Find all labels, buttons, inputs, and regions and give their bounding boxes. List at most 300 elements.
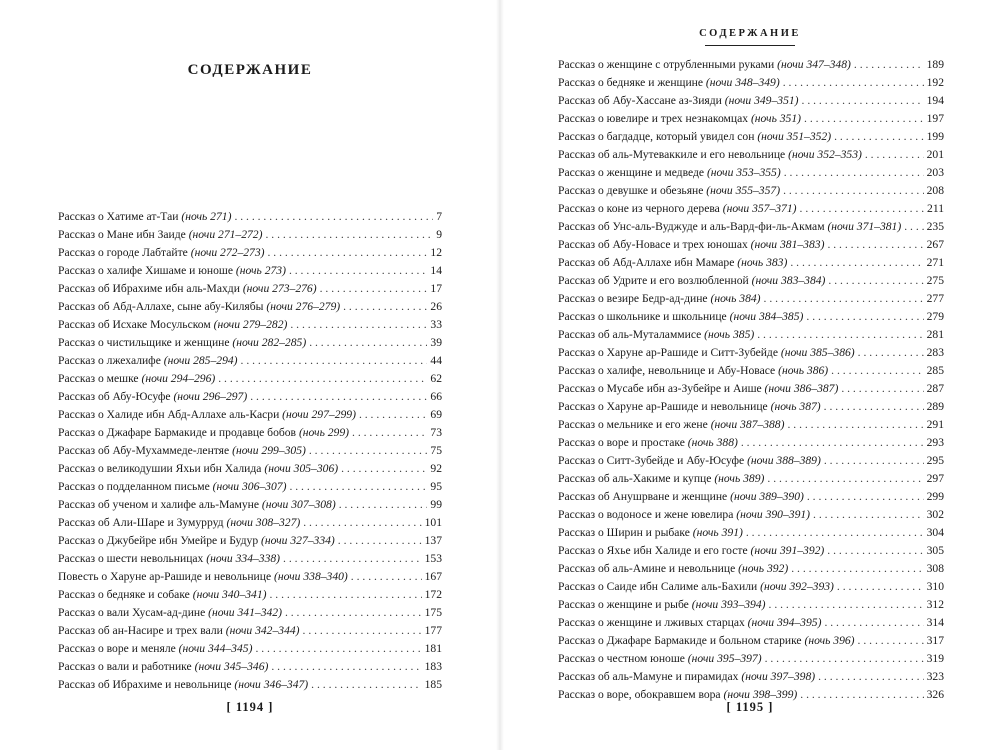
entry-title-text: Рассказ о женщине и лживых старцах [558, 616, 748, 629]
entry-title [58, 262, 286, 280]
entry-page-number: 172 [424, 588, 442, 601]
entry-title [58, 244, 265, 262]
entry-page-number: 181 [424, 642, 442, 655]
entry-title [558, 506, 810, 524]
entry-nights: (ночи 387–388) [710, 418, 785, 431]
entry-page-number: 7 [436, 210, 442, 223]
dot-leader [834, 128, 924, 146]
entry-page-number: 299 [926, 490, 944, 503]
entry-title [58, 460, 338, 478]
entry-page-number: 189 [926, 58, 944, 71]
entry-title-text: Рассказ об Анушрване и женщине [558, 490, 731, 503]
toc-entry [558, 452, 944, 470]
dot-leader [303, 514, 421, 532]
entry-title-text: Рассказ о шести невольницах [58, 552, 207, 565]
entry-title-text: Рассказ о воре, обокравшем вора [558, 688, 724, 701]
entry-title [558, 614, 821, 632]
entry-title [558, 254, 787, 272]
entry-page-number: 297 [926, 472, 944, 485]
entry-nights: (ночь 386) [778, 364, 829, 377]
entry-nights: (ночи 347–348) [777, 58, 851, 71]
entry-nights: (ночь 389) [714, 472, 765, 485]
entry-nights: (ночи 386–387) [764, 382, 839, 395]
entry-title-text: Рассказ об Ибрахиме ибн аль-Махди [58, 282, 243, 295]
toc-entry [558, 416, 944, 434]
entry-title-text: Рассказ о подделанном письме [58, 480, 213, 493]
entry-title [558, 578, 834, 596]
entry-title-text: Рассказ об Удрите и его возлюбленной [558, 274, 752, 287]
entry-nights: (ночи 388–389) [747, 454, 821, 467]
dot-leader [741, 434, 924, 452]
toc-entry [58, 604, 442, 622]
entry-title-text: Рассказ о Джафаре Бармакиде и продавце бобов [58, 426, 299, 439]
entry-page-number: 308 [926, 562, 944, 575]
dot-leader [904, 218, 923, 236]
entry-title [558, 74, 780, 92]
entry-nights: (ночи 272–273) [190, 246, 265, 259]
dot-leader [255, 640, 421, 658]
dot-leader [289, 478, 427, 496]
right-page [500, 0, 1000, 750]
dot-leader [800, 200, 925, 218]
dot-leader [784, 164, 924, 182]
page-number-right: [ 1195 ] [726, 700, 774, 714]
toc-entry [58, 532, 442, 550]
toc-entry [558, 56, 944, 74]
entry-title [558, 182, 780, 200]
entry-nights: (ночи 297–299) [282, 408, 356, 421]
entry-nights: (ночи 353–355) [706, 166, 781, 179]
entry-title-text: Рассказ об ученом и халифе аль-Мамуне [58, 498, 262, 511]
entry-page-number: 95 [430, 480, 442, 493]
dot-leader [854, 56, 924, 74]
toc-entry [558, 326, 944, 344]
entry-nights: (ночи 308–327) [226, 516, 301, 529]
entry-page-number: 293 [926, 436, 944, 449]
entry-page-number: 279 [926, 310, 944, 323]
toc-entry [558, 614, 944, 632]
entry-title-text: Рассказ о халифе Хишаме и юноше [58, 264, 236, 277]
dot-leader [283, 550, 422, 568]
toc-entry [558, 578, 944, 596]
entry-page-number: 167 [424, 570, 442, 583]
dot-leader [270, 586, 422, 604]
entry-title [58, 334, 306, 352]
entry-title-text: Рассказ о честном юноше [558, 652, 688, 665]
toc-entry [558, 92, 944, 110]
entry-page-number: 305 [926, 544, 944, 557]
entry-title [58, 316, 287, 334]
entry-title-text: Рассказ о Джафаре Бармакиде и больном старике [558, 634, 805, 647]
entry-title-text: Рассказ о Харуне ар-Рашиде и Ситт-Зубейде [558, 346, 781, 359]
toc-title: СОДЕРЖАНИЕ [187, 62, 313, 78]
dot-leader [783, 74, 924, 92]
entry-title [558, 326, 754, 344]
entry-nights: (ночи 383–384) [751, 274, 826, 287]
entry-title-text: Рассказ о Халиде ибн Абд-Аллахе аль-Касри [58, 408, 283, 421]
entry-page-number: 137 [424, 534, 442, 547]
entry-title-text: Рассказ о мешке [58, 372, 142, 385]
entry-title [58, 586, 267, 604]
entry-title [558, 416, 784, 434]
entry-title-text: Рассказ об ан-Насире и трех вали [58, 624, 226, 637]
entry-title [58, 226, 262, 244]
entry-page-number: 312 [926, 598, 944, 611]
toc-entry [58, 316, 442, 334]
entry-title [558, 200, 797, 218]
toc-entry [558, 506, 944, 524]
entry-nights: (ночи 351–352) [757, 130, 832, 143]
entry-title-text: Рассказ о чистильщике и женщине [58, 336, 233, 349]
toc-entry [558, 344, 944, 362]
toc-entry [58, 478, 442, 496]
toc-entry [58, 262, 442, 280]
entry-page-number: 153 [424, 552, 442, 565]
toc-entry [58, 640, 442, 658]
dot-leader [234, 208, 433, 226]
entry-nights: (ночи 305–306) [264, 462, 339, 475]
entry-nights: (ночь 299) [298, 426, 350, 439]
entry-page-number: 277 [926, 292, 944, 305]
toc-entry [58, 658, 442, 676]
dot-leader [764, 290, 924, 308]
entry-nights: (ночь 351) [750, 112, 802, 125]
dot-leader [765, 650, 924, 668]
entry-page-number: 183 [424, 660, 442, 673]
dot-leader [837, 578, 924, 596]
entry-nights: (ночи 299–305) [232, 444, 306, 457]
entry-title-text: Рассказ о великодушии Яхьи ибн Халида [58, 462, 265, 475]
entry-title [58, 442, 306, 460]
entry-nights: (ночь 391) [692, 526, 743, 539]
entry-nights: (ночи 340–341) [192, 588, 267, 601]
entry-title [558, 56, 851, 74]
toc-entry [58, 352, 442, 370]
entry-nights: (ночи 294–296) [141, 372, 216, 385]
entry-title [58, 532, 335, 550]
entry-title [558, 236, 824, 254]
dot-leader [791, 560, 923, 578]
toc-entry [558, 272, 944, 290]
toc-entry [558, 110, 944, 128]
dot-leader [268, 244, 428, 262]
entry-title-text: Рассказ о Харуне ар-Рашиде и невольнице [558, 400, 771, 413]
entry-page-number: 326 [926, 688, 944, 701]
toc-entry [558, 254, 944, 272]
entry-nights: (ночи 371–381) [827, 220, 902, 233]
entry-nights: (ночь 388) [687, 436, 738, 449]
toc-entry [58, 568, 442, 586]
toc-entry [558, 164, 944, 182]
entry-title-text: Рассказ о женщине и рыбе [558, 598, 692, 611]
toc-entry [58, 280, 442, 298]
entry-title [58, 478, 286, 496]
entry-page-number: 287 [926, 382, 944, 395]
entry-title-text: Рассказ об Абу-Мухаммеде-лентяе [58, 444, 233, 457]
toc-entry [558, 668, 944, 686]
dot-leader [320, 280, 428, 298]
entry-page-number: 17 [430, 282, 442, 295]
dot-leader [309, 334, 427, 352]
entry-page-number: 310 [926, 580, 944, 593]
dot-leader [271, 658, 421, 676]
toc-entry [558, 596, 944, 614]
entry-nights: (ночи 349–351) [724, 94, 799, 107]
entry-nights: (ночи 276–279) [266, 300, 341, 313]
entry-nights: (ночи 346–347) [234, 678, 309, 691]
entry-nights: (ночи 355–357) [706, 184, 781, 197]
entry-nights: (ночи 357–371) [722, 202, 797, 215]
dot-leader [341, 460, 427, 478]
toc-entry [558, 542, 944, 560]
toc-entry [558, 74, 944, 92]
entry-title-text: Рассказ о Мане ибн Заиде [58, 228, 189, 241]
entry-title [58, 370, 215, 388]
dot-leader [827, 236, 923, 254]
entry-nights: (ночи 395–397) [687, 652, 762, 665]
entry-title [558, 434, 738, 452]
entry-title [558, 542, 824, 560]
toc-entry [558, 398, 944, 416]
toc-entry [558, 380, 944, 398]
entry-title [558, 128, 831, 146]
entry-page-number: 271 [926, 256, 944, 269]
entry-title-text: Рассказ о женщине с отрубленными руками [558, 58, 778, 71]
entry-nights: (ночи 327–334) [261, 534, 335, 547]
entry-title-text: Рассказ о водоносе и жене ювелира [558, 508, 737, 521]
toc-entry [558, 632, 944, 650]
entry-title-text: Рассказ об Абд-Аллахе, сыне абу-Килябы [58, 300, 267, 313]
entry-title [58, 388, 247, 406]
toc-entry [58, 442, 442, 460]
dot-leader [218, 370, 427, 388]
toc-entry [558, 524, 944, 542]
toc-entry [58, 550, 442, 568]
entry-title-text: Рассказ об Абу-Юсуфе [58, 390, 174, 403]
dot-leader [285, 604, 422, 622]
entry-title [558, 308, 803, 326]
entry-title-text: Рассказ о лжехалифе [58, 354, 164, 367]
entry-title [58, 514, 300, 532]
toc-entry [58, 424, 442, 442]
entry-title-text: Рассказ о ювелире и трех незнакомцах [558, 112, 751, 125]
entry-page-number: 69 [430, 408, 442, 421]
entry-title [58, 298, 340, 316]
entry-nights: (ночь 396) [804, 634, 855, 647]
entry-page-number: 314 [926, 616, 944, 629]
entry-nights: (ночь 384) [710, 292, 761, 305]
entry-nights: (ночи 306–307) [212, 480, 287, 493]
dot-leader [790, 254, 923, 272]
entry-nights: (ночи 334–338) [206, 552, 281, 565]
running-head-rule [705, 45, 795, 46]
entry-title [58, 640, 252, 658]
entry-nights: (ночи 282–285) [232, 336, 307, 349]
toc-entry [558, 290, 944, 308]
entry-title-text: Рассказ об аль-Хакиме и купце [558, 472, 715, 485]
dot-leader [309, 442, 428, 460]
toc-entry [558, 182, 944, 200]
dot-leader [757, 326, 923, 344]
dot-leader [746, 524, 924, 542]
dot-leader [352, 424, 427, 442]
entry-nights: (ночи 398–399) [723, 688, 798, 701]
entry-title-text: Рассказ о Хатиме ат-Таи [58, 210, 182, 223]
entry-nights: (ночи 390–391) [736, 508, 811, 521]
entry-title [558, 92, 799, 110]
entry-title-text: Рассказ о женщине и медведе [558, 166, 707, 179]
toc-entry [558, 488, 944, 506]
entry-title [558, 146, 862, 164]
entry-page-number: 291 [926, 418, 944, 431]
entry-nights: (ночи 384–385) [729, 310, 804, 323]
entry-title-text: Повесть о Харуне ар-Рашиде и невольнице [58, 570, 275, 583]
toc-entry [58, 334, 442, 352]
entry-title-text: Рассказ о воре и простаке [558, 436, 688, 449]
toc-entry [58, 226, 442, 244]
toc-entry [558, 218, 944, 236]
entry-page-number: 295 [926, 454, 944, 467]
toc-entry [558, 308, 944, 326]
entry-title [58, 676, 308, 694]
entry-title [58, 658, 268, 676]
dot-leader [824, 452, 924, 470]
entry-title-text: Рассказ об Абу-Новасе и трех юношах [558, 238, 751, 251]
toc-entry [58, 388, 442, 406]
entry-title-text: Рассказ о бедняке и собаке [58, 588, 193, 601]
entry-nights: (ночь 387) [770, 400, 821, 413]
entry-page-number: 319 [926, 652, 944, 665]
dot-leader [824, 398, 924, 416]
entry-nights: (ночь 385) [704, 328, 755, 341]
entry-title-text: Рассказ об аль-Мамуне и пирамидах [558, 670, 742, 683]
entry-title [58, 352, 238, 370]
entry-title-text: Рассказ о Мусабе ибн аз-Зубейре и Аише [558, 382, 765, 395]
entry-nights: (ночи 394–395) [747, 616, 822, 629]
entry-title [558, 488, 804, 506]
toc-entry [58, 676, 442, 694]
entry-page-number: 101 [424, 516, 442, 529]
entry-nights: (ночи 279–282) [213, 318, 288, 331]
entry-title-text: Рассказ о бедняке и женщине [558, 76, 706, 89]
entry-title [558, 632, 855, 650]
entry-page-number: 267 [926, 238, 944, 251]
entry-nights: (ночь 392) [738, 562, 789, 575]
dot-leader [289, 262, 427, 280]
dot-leader [806, 308, 923, 326]
entry-title-text: Рассказ о девушке и обезьяне [558, 184, 707, 197]
dot-leader [813, 506, 924, 524]
entry-nights: (ночи 392–393) [760, 580, 834, 593]
toc-entry [58, 208, 442, 226]
entry-title-text: Рассказ об Унс-аль-Вуджуде и аль-Вард-фи-ль-Акмам [558, 220, 828, 233]
dot-leader [831, 362, 923, 380]
entry-page-number: 75 [430, 444, 442, 457]
entry-title-text: Рассказ о Саиде ибн Салиме аль-Бахили [558, 580, 761, 593]
entry-title-text: Рассказ о городе Лабтайте [58, 246, 191, 259]
toc-entry [558, 434, 944, 452]
entry-page-number: 177 [424, 624, 442, 637]
entry-page-number: 275 [926, 274, 944, 287]
entry-nights: (ночь 271) [181, 210, 232, 223]
entry-title [558, 398, 821, 416]
entry-page-number: 235 [926, 220, 944, 233]
toc-entry [58, 460, 442, 478]
entry-nights: (ночи 344–345) [178, 642, 253, 655]
entry-page-number: 99 [430, 498, 442, 511]
entry-nights: (ночи 352–353) [788, 148, 862, 161]
entry-title-text: Рассказ об Исхаке Мосульском [58, 318, 214, 331]
entry-title-text: Рассказ о везире Бедр-ад-дине [558, 292, 711, 305]
dot-leader [311, 676, 421, 694]
entry-title-text: Рассказ о Яхье ибн Халиде и его госте [558, 544, 751, 557]
toc-entry [58, 244, 442, 262]
toc-entry [558, 128, 944, 146]
entry-title [58, 568, 348, 586]
entry-page-number: 199 [926, 130, 944, 143]
entry-title [558, 344, 855, 362]
entry-nights: (ночи 341–342) [208, 606, 282, 619]
dot-leader [290, 316, 427, 334]
toc-list-right [558, 56, 944, 704]
entry-title-text: Рассказ о школьнике и школьнице [558, 310, 730, 323]
toc-entry [558, 362, 944, 380]
entry-page-number: 289 [926, 400, 944, 413]
running-head: СОДЕРЖАНИЕ [699, 28, 801, 39]
dot-leader [359, 406, 427, 424]
entry-title [558, 452, 821, 470]
dot-leader [818, 668, 924, 686]
entry-page-number: 317 [926, 634, 944, 647]
entry-nights: (ночь 273) [235, 264, 286, 277]
toc-entry [558, 650, 944, 668]
toc-entry [58, 622, 442, 640]
entry-title-text: Рассказ об Али-Шаре и Зумурруд [58, 516, 227, 529]
toc-entry [558, 236, 944, 254]
entry-title [558, 596, 766, 614]
entry-title-text: Рассказ о коне из черного дерева [558, 202, 723, 215]
toc-entry [558, 146, 944, 164]
toc-entry [58, 496, 442, 514]
entry-title [558, 470, 764, 488]
toc-entry [58, 514, 442, 532]
entry-page-number: 208 [926, 184, 944, 197]
entry-title [58, 496, 336, 514]
entry-nights: (ночи 348–349) [705, 76, 780, 89]
entry-title-text: Рассказ о мельнике и его жене [558, 418, 711, 431]
entry-page-number: 92 [430, 462, 442, 475]
dot-leader [783, 182, 924, 200]
toc-entry [558, 470, 944, 488]
entry-page-number: 194 [926, 94, 944, 107]
entry-nights: (ночи 381–383) [750, 238, 825, 251]
entry-title-text: Рассказ о воре и меняле [58, 642, 179, 655]
entry-nights: (ночи 273–276) [242, 282, 317, 295]
entry-page-number: 302 [926, 508, 944, 521]
dot-leader [824, 614, 923, 632]
entry-page-number: 197 [926, 112, 944, 125]
entry-title-text: Рассказ об аль-Амине и невольнице [558, 562, 739, 575]
entry-nights: (ночи 385–386) [780, 346, 855, 359]
entry-page-number: 73 [430, 426, 442, 439]
entry-page-number: 44 [430, 354, 442, 367]
entry-title [58, 550, 280, 568]
dot-leader [804, 110, 924, 128]
entry-title-text: Рассказ об Абд-Аллахе ибн Мамаре [558, 256, 738, 269]
dot-leader [858, 632, 924, 650]
entry-title [558, 650, 762, 668]
entry-page-number: 66 [430, 390, 442, 403]
